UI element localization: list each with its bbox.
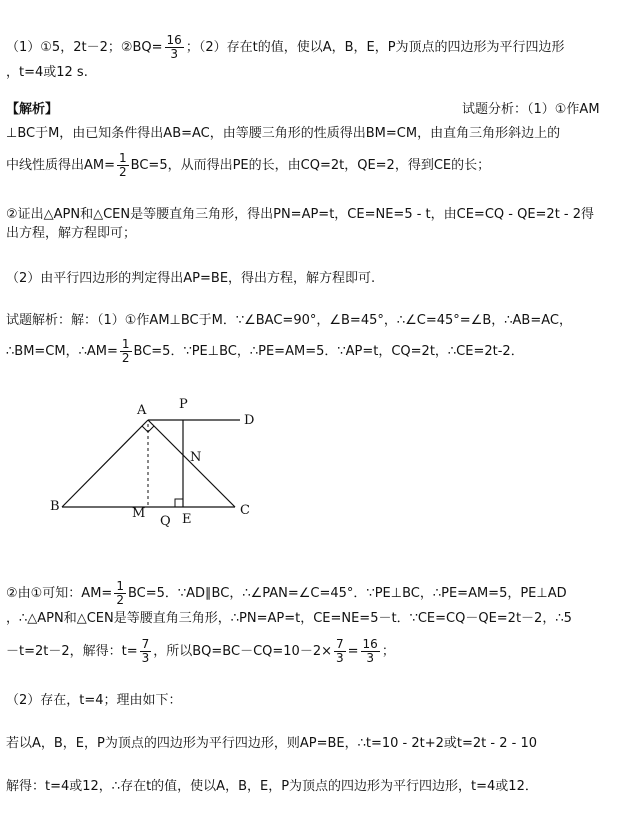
analysis-line-3 [6,152,490,179]
analysis-line-4: ②证出△APN和△CEN是等腰直角三角形，得出PN=AP=t，CE=NE=5 - t，由CE=CQ - QE=2t - 2得 [6,207,595,222]
numerator: 7 [141,637,150,651]
solution-line-2 [6,338,524,365]
solution-text: ； [381,644,395,659]
numerator: 1 [121,337,130,351]
solution-text: ②由①可知：AM= [6,586,113,601]
label-P: P [179,397,188,412]
solution-line-8: 解得：t=4或12，∴存在t的值，使以A，B，E，P为顶点的四边形为平行四边形，t=4或12． [6,779,538,794]
fraction [361,638,380,665]
analysis-text: 中线性质得出AM= [6,158,116,173]
denominator: 2 [121,351,130,365]
geometry-figure [0,390,630,540]
analysis-line-5: 出方程，解方程即可； [6,226,137,241]
solution-text: ，所以BQ=BC－CQ=10－2× [153,644,332,659]
label-Q: Q [160,514,171,529]
solution-line-5 [6,638,395,665]
solution-text: BC=5．∵PE⊥BC，∴PE=AM=5．∵AP=t，CQ=2t，∴CE=2t-2． [133,344,524,359]
answer-text: （1）①5，2t－2；②BQ= [6,40,163,55]
numerator: 1 [116,579,124,593]
denominator: 3 [366,651,374,665]
denominator: 3 [335,651,344,665]
denominator: 2 [116,593,124,607]
analysis-line-6: （2）由平行四边形的判定得出AP=BE，得出方程，解方程即可. [6,271,376,286]
solution-line-1: 试题解析：解：（1）①作AM⊥BC于M．∵∠BAC=90°，∠B=45°，∴∠C=45°=∠B，∴AB=AC， [6,313,572,328]
fraction [114,580,126,607]
denominator: 3 [141,651,150,665]
solution-line-4: ，∴△APN和△CEN是等腰直角三角形，∴PN=AP=t，CE=NE=5－t．∵CE=CQ－QE=2t－2，∴5 [6,611,572,626]
right-angle-mark-E [175,499,183,507]
segment-AB [62,420,148,507]
answer-text: ；（2）存在t的值，使以A，B，E，P为顶点的四边形为平行四边形 [185,40,565,55]
solution-text: = [347,644,359,659]
label-A: A [137,403,147,418]
answer-line-1 [6,34,565,61]
analysis-header: 【解析】 [6,102,59,117]
numerator: 7 [335,637,344,651]
numerator: 16 [362,637,378,651]
label-D: D [244,413,255,428]
solution-text: ∴BM=CM，∴AM= [6,344,118,359]
label-E: E [182,512,192,527]
numerator: 16 [166,33,182,47]
solution-line-3 [6,580,567,607]
label-N: N [190,450,202,465]
label-B: B [50,499,60,514]
denominator: 3 [170,47,178,61]
label-C: C [240,503,250,518]
analysis-text: BC=5，从而得出PE的长，由CQ=2t，QE=2，得到CE的长； [130,158,491,173]
solution-line-7: 若以A，B，E，P为顶点的四边形为平行四边形，则AP=BE，∴t=10 - 2t+2或t=2t - 2 - 10 [6,736,537,751]
numerator: 1 [119,151,127,165]
answer-line-2: ，t=4或12 s. [6,65,88,80]
fraction [334,638,346,665]
denominator: 2 [119,165,127,179]
solution-text: BC=5．∵AD∥BC，∴∠PAN=∠C=45°．∵PE⊥BC，∴PE=AM=5，PE⊥AD [127,586,567,601]
label-M: M [132,506,146,521]
analysis-title: 试题分析：（1）①作AM [462,102,600,117]
solution-text: －t=2t－2，解得：t= [6,644,138,659]
fraction [140,638,152,665]
analysis-line-2: ⊥BC于M，由已知条件得出AB=AC，由等腰三角形的性质得出BM=CM，由直角三角形斜边上的 [6,126,561,141]
solution-line-6: （2）存在，t=4；理由如下： [6,693,182,708]
fraction [117,152,129,179]
fraction [165,34,184,61]
fraction [120,338,132,365]
